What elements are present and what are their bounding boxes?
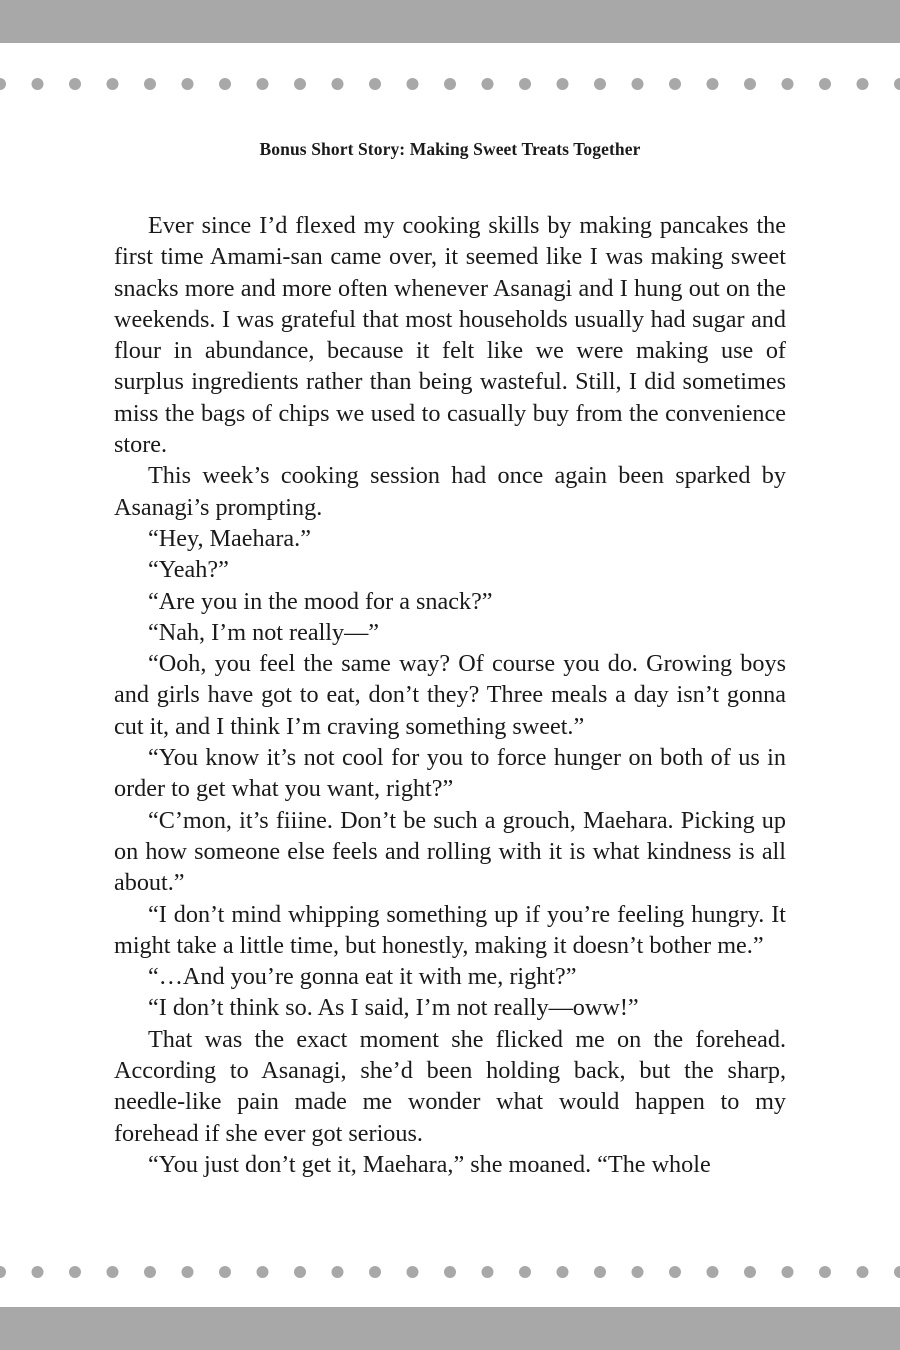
border-dot (0, 1266, 6, 1278)
paragraph: “Nah, I’m not really—” (148, 618, 380, 646)
border-dot (144, 1266, 156, 1278)
border-dot (107, 78, 119, 90)
border-dot (669, 1266, 681, 1278)
paragraph: “…And you’re gonna eat it with me, right?” (148, 963, 577, 991)
border-dot (294, 1266, 306, 1278)
border-dot (32, 1266, 44, 1278)
border-dot (0, 78, 6, 90)
border-dot (894, 78, 900, 90)
border-dot (257, 78, 269, 90)
border-dot (482, 1266, 494, 1278)
paragraph: “You know it’s not cool for you to force hunger on both of us in order to get what you want, right?” (114, 744, 786, 803)
border-dot (32, 78, 44, 90)
paragraph: “Are you in the mood for a snack?” (148, 587, 493, 615)
border-dot (857, 78, 869, 90)
border-dot (819, 1266, 831, 1278)
border-dot (594, 78, 606, 90)
border-dot (482, 78, 494, 90)
border-dot (632, 1266, 644, 1278)
paragraph: This week’s cooking session had once again been sparked by Asanagi’s prompting. (114, 462, 786, 521)
running-header: Bonus Short Story: Making Sweet Treats Together (259, 139, 641, 159)
border-dot (369, 78, 381, 90)
paragraph: Ever since I’d flexed my cooking skills by making pancakes the first time Amami-san came over, it seemed like I was making sweet snacks more and more often whenever Asanagi and I hung out on the weekends. I was grateful that most households usually had sugar and flour in abundance, because it felt like we were making use of surplus ingredients rather than being wasteful. Still, I did sometimes miss the bags of chips we used to casually buy from the convenience store. (114, 212, 786, 459)
border-dot (144, 78, 156, 90)
border-dot (407, 78, 419, 90)
paragraph: “You just don’t get it, Maehara,” she moaned. “The whole (148, 1150, 711, 1178)
border-dot (182, 78, 194, 90)
border-dot (107, 1266, 119, 1278)
border-dot (707, 1266, 719, 1278)
border-dot (782, 78, 794, 90)
border-dot (369, 1266, 381, 1278)
paragraph: That was the exact moment she flicked me on the forehead. According to Asanagi, she’d been holding back, but the sharp, needle-like pain made me wonder what would happen to my forehead if she ever got serious. (114, 1025, 786, 1147)
border-dot (669, 78, 681, 90)
paragraph: “C’mon, it’s fiiine. Don’t be such a grouch, Maehara. Picking up on how someone else feels and rolling with it is what kindness is all about.” (114, 806, 786, 897)
border-dot (257, 1266, 269, 1278)
border-dot (219, 78, 231, 90)
top-gray-band (0, 0, 900, 43)
border-dot (519, 1266, 531, 1278)
paragraph: “I don’t think so. As I said, I’m not really—oww!” (148, 994, 639, 1022)
border-dot (819, 78, 831, 90)
top-dotted-border (0, 76, 900, 92)
border-dot (707, 78, 719, 90)
bottom-dotted-border (0, 1264, 900, 1280)
border-dot (594, 1266, 606, 1278)
paragraph: “Ooh, you feel the same way? Of course you do. Growing boys and girls have got to eat, don’t they? Three meals a day isn’t gonna cut it, and I think I’m craving something sweet.” (114, 650, 786, 740)
story-text (114, 210, 786, 1180)
paragraph: “Hey, Maehara.” (148, 524, 311, 552)
border-dot (69, 1266, 81, 1278)
border-dot (444, 78, 456, 90)
border-dot (632, 78, 644, 90)
border-dot (557, 78, 569, 90)
bottom-gray-band (0, 1307, 900, 1350)
border-dot (332, 1266, 344, 1278)
border-dot (219, 1266, 231, 1278)
border-dot (519, 78, 531, 90)
border-dot (857, 1266, 869, 1278)
border-dot (294, 78, 306, 90)
border-dot (444, 1266, 456, 1278)
border-dot (744, 78, 756, 90)
border-dot (332, 78, 344, 90)
border-dot (182, 1266, 194, 1278)
paragraph: “I don’t mind whipping something up if you’re feeling hungry. It might take a little time, but honestly, making it doesn’t bother me.” (114, 900, 786, 959)
border-dot (557, 1266, 569, 1278)
paragraph: “Yeah?” (148, 556, 229, 584)
border-dot (782, 1266, 794, 1278)
border-dot (69, 78, 81, 90)
border-dot (744, 1266, 756, 1278)
border-dot (894, 1266, 900, 1278)
border-dot (407, 1266, 419, 1278)
